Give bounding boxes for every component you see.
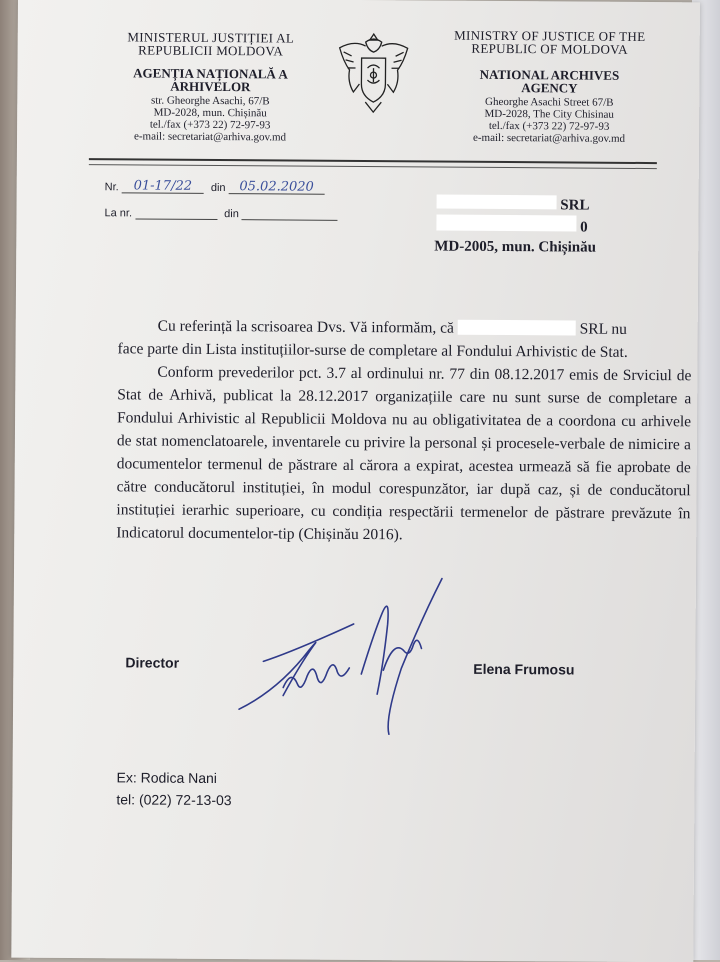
din-label: din xyxy=(210,181,226,195)
ministry-ro-line2: REPUBLICII MOLDOVA xyxy=(138,42,284,59)
recipient-street-suffix: 0 xyxy=(580,219,588,236)
din2-label: din xyxy=(224,208,239,221)
address-en-city: MD-2028, The City Chisinau xyxy=(484,107,614,121)
paragraph-1-suffix: SRL nu xyxy=(579,320,628,338)
date-value: 05.02.2020 xyxy=(239,179,314,195)
handwritten-signature xyxy=(233,569,474,741)
agency-ro-line1: AGENȚIA NAȚIONALĂ A xyxy=(133,65,288,82)
phone-en: tel./fax (+373 22) 72-97-93 xyxy=(488,119,610,133)
letter-page xyxy=(11,0,700,962)
phone-ro: tel./fax (+373 22) 72-97-93 xyxy=(149,118,271,132)
recipient-address xyxy=(436,195,656,258)
la-nr-label: La nr. xyxy=(104,207,133,220)
coat-of-arms-icon xyxy=(335,28,412,119)
agency-en-line1: NATIONAL ARCHIVES xyxy=(479,66,620,83)
la-nr-field xyxy=(135,204,217,220)
redaction-box xyxy=(436,215,576,232)
ministry-en-line1: MINISTRY OF JUSTICE OF THE xyxy=(454,27,646,45)
email-en: e-mail: secretariat@arhiva.gov.md xyxy=(472,131,626,145)
executor-phone: tel: (022) 72-13-03 xyxy=(116,791,232,809)
header-divider-thin xyxy=(89,164,657,169)
incoming-reference-line xyxy=(104,204,338,221)
executor-name: Ex: Rodica Nani xyxy=(116,769,218,787)
header-divider-thick xyxy=(89,158,657,164)
signatory-name: Elena Frumosu xyxy=(473,660,575,678)
paragraph-1-start: Cu referință la scrisoarea Dvs. Vă informăm, că xyxy=(157,317,455,337)
address-ro-street: str. Gheorghe Asachi, 67/B xyxy=(150,94,270,108)
paragraph-2: Conform prevederilor pct. 3.7 al ordinului nr. 77 din 08.12.2017 emis de Srviciul de Stat de Arhivă, publicat la 28.12.2017 organizațiile care nu sunt surse de completare a Fondului Arhivistic al Republicii Moldova nu au obligativitatea de a coordona cu arhivele de stat nomenclatoarele, inventarele cu privire la personal și procesele-verbale de nimicire a documentelor termenul de păstrare al cărora a expirat, acestea urmează să fie aprobate de către conducătorul instituției, în modul corespunzător, iar după caz, și de conducătorul instituției ierarhic superioare, cu condiția respectării termenelor de păstrare prevăzute în Indicatorul documentelor-tip (Chișinău 2016). xyxy=(116,363,692,544)
reference-number-line xyxy=(105,178,325,195)
letter-body xyxy=(116,314,692,548)
recipient-city-line: MD-2005, mun. Chișinău xyxy=(434,238,597,256)
agency-ro-line2: ARHIVELOR xyxy=(170,78,251,95)
recipient-street-line xyxy=(436,215,656,239)
agency-en-line2: AGENCY xyxy=(521,80,578,96)
address-en-street: Gheorghe Asachi Street 67/B xyxy=(485,95,614,109)
recipient-company-suffix: SRL xyxy=(560,197,590,214)
nr-value: 01-17/22 xyxy=(133,178,193,194)
executor-contact xyxy=(116,766,231,811)
header-left xyxy=(95,30,326,144)
ministry-en-line2: REPUBLIC OF MOLDOVA xyxy=(471,40,628,57)
date-field xyxy=(229,179,325,195)
nr-label: Nr. xyxy=(104,181,119,194)
address-ro-city: MD-2028, mun. Chișinău xyxy=(153,106,267,120)
redaction-box xyxy=(437,195,557,210)
paragraph-1-rest: face parte din Lista instituțiilor-surse de completare al Fondului Arhivistic de Stat. xyxy=(117,340,628,361)
header-right xyxy=(429,28,670,145)
signatory-title: Director xyxy=(125,654,180,671)
nr-field xyxy=(122,178,204,194)
ministry-ro-line1: MINISTERUL JUSTIȚIEI AL xyxy=(127,29,295,46)
redaction-box xyxy=(458,320,576,336)
recipient-company-line xyxy=(437,195,657,217)
din2-field xyxy=(242,205,338,221)
email-ro: e-mail: secretariat@arhiva.gov.md xyxy=(133,130,287,144)
